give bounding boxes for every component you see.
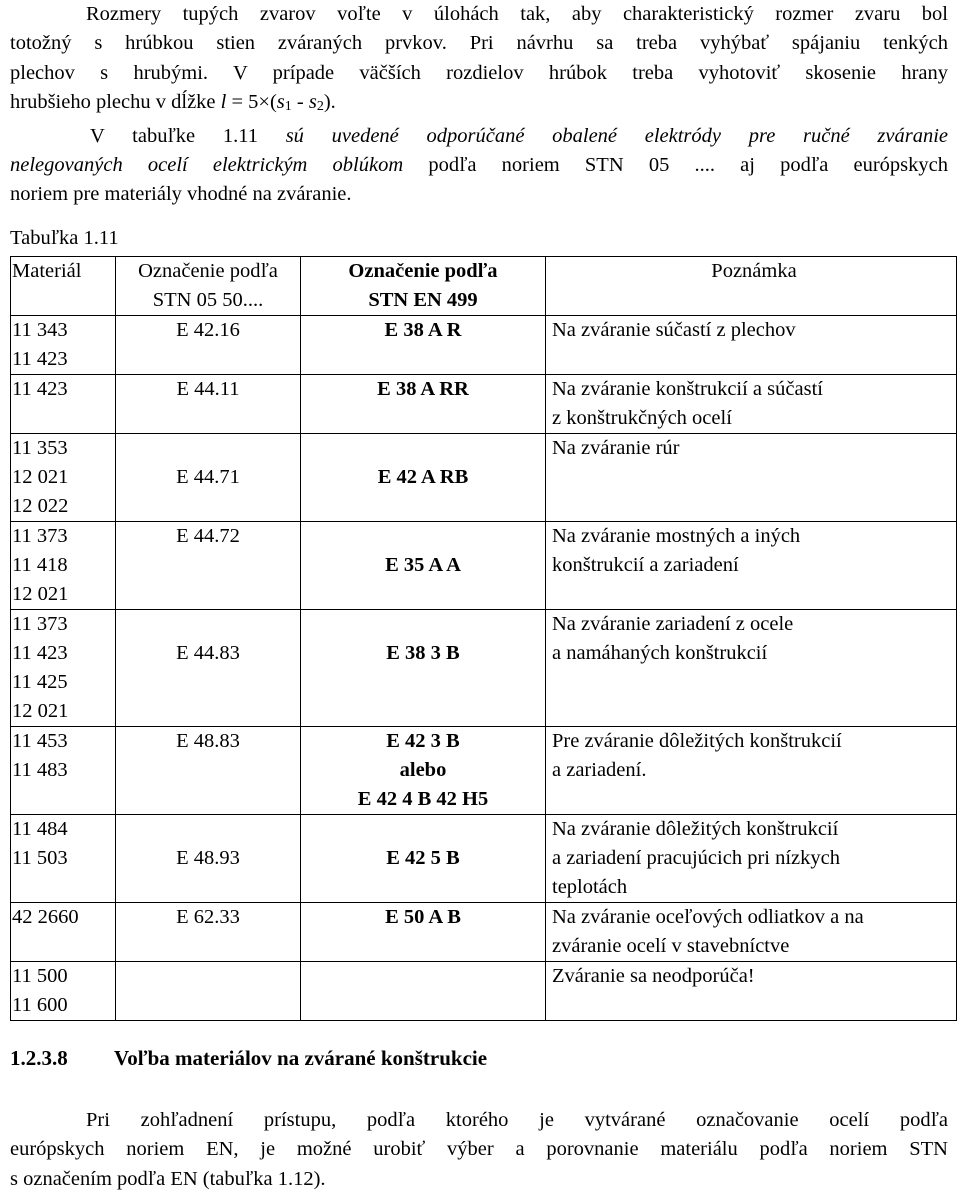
note-cell (546, 727, 957, 815)
cell-line (552, 492, 956, 521)
material-cell (11, 610, 116, 727)
stn-cell (116, 434, 301, 522)
cell-line (116, 991, 300, 1020)
intro-line: V tabuľke 1.11 sú uvedené odporúčané obalené elektródy pre ručné zváranie (90, 124, 949, 147)
note-cell (546, 962, 957, 1021)
outro-line: Pri zohľadnení prístupu, podľa ktorého je vytvárané označovanie ocelí podľa (86, 1109, 948, 1131)
cell-line: 11 373 (12, 525, 68, 547)
cell-line (552, 580, 956, 609)
cell-line: Na zváranie zariadení z ocele (552, 613, 794, 635)
cell-line (301, 932, 545, 961)
var-l: l (220, 91, 227, 114)
cell-line (116, 610, 300, 639)
cell-line: Zváranie sa neodporúča! (552, 965, 755, 987)
intro-line-formula: hrubšieho plechu v dĺžke l = 5×(s1 - s2). (10, 91, 336, 115)
cell-line: 11 418 (12, 554, 68, 576)
table-header-row (11, 257, 957, 316)
cell-line: E 42 4 B 42 H5 (357, 788, 489, 810)
en-cell (301, 375, 546, 434)
note-cell (546, 434, 957, 522)
header-en: Označenie podľa STN EN 499 (301, 257, 546, 316)
intro-line: Rozmery tupých zvarov voľte v úlohách tak, aby charakteristický rozmer zvaru bol (86, 3, 948, 25)
cell-line: E 44.72 (176, 525, 240, 547)
cell-line: 11 483 (12, 759, 68, 781)
cell-line: 42 2660 (12, 906, 79, 928)
cell-line: Na zváranie rúr (552, 437, 680, 459)
en-cell (301, 316, 546, 375)
cell-line: alebo (399, 759, 447, 781)
cell-line (301, 697, 545, 726)
cell-line (552, 991, 956, 1020)
cell-line (301, 962, 545, 991)
cell-line (12, 404, 115, 433)
cell-line (116, 785, 300, 814)
note-cell (546, 903, 957, 962)
cell-line (116, 873, 300, 902)
cell-line (301, 492, 545, 521)
cell-line (301, 345, 545, 374)
stn-cell (116, 727, 301, 815)
material-cell (11, 815, 116, 903)
cell-line: Pre zváranie dôležitých konštrukcií (552, 730, 842, 752)
cell-line: 12 021 (12, 700, 69, 722)
material-cell (11, 434, 116, 522)
cell-line (552, 697, 956, 726)
cell-line: E 35 A A (385, 554, 461, 576)
cell-line: Na zváranie dôležitých konštrukcií (552, 818, 839, 840)
cell-line: 11 425 (12, 671, 68, 693)
cell-line: konštrukcií a zariadení (552, 554, 739, 576)
section-number: 1.2.3.8 (10, 1046, 68, 1070)
cell-line (116, 434, 300, 463)
cell-line (301, 434, 545, 463)
en-cell (301, 610, 546, 727)
cell-line (116, 962, 300, 991)
cell-line: a zariadení pracujúcich pri nízkych (552, 847, 840, 869)
cell-line: E 44.83 (176, 642, 240, 664)
cell-line (116, 404, 300, 433)
cell-line (116, 756, 300, 785)
cell-line: E 44.11 (176, 378, 240, 400)
table-row (11, 375, 957, 434)
intro-paragraph (10, 0, 948, 210)
material-cell (11, 903, 116, 962)
stn-cell (116, 815, 301, 903)
cell-line (116, 815, 300, 844)
table-row (11, 903, 957, 962)
cell-line (116, 932, 300, 961)
cell-line: 11 453 (12, 730, 68, 752)
cell-line (301, 991, 545, 1020)
table-row (11, 522, 957, 610)
en-cell (301, 522, 546, 610)
cell-line (12, 785, 115, 814)
section-heading (10, 1046, 487, 1071)
cell-line (301, 815, 545, 844)
cell-line: E 38 A R (384, 319, 462, 341)
cell-line: Na zváranie oceľových odliatkov a na (552, 906, 864, 928)
cell-line: 11 500 (12, 965, 68, 987)
en-cell (301, 903, 546, 962)
header-note: Poznámka (546, 257, 957, 316)
en-cell (301, 434, 546, 522)
cell-line: 11 600 (12, 994, 68, 1016)
outro-line: európskych noriem EN, je možné urobiť výber a porovnanie materiálu podľa noriem STN (10, 1138, 948, 1161)
cell-line: 11 484 (12, 818, 68, 840)
intro-line: plechov s hrubými. V prípade väčších rozdielov hrúbok treba vyhotoviť skosenie hrany (10, 61, 948, 84)
cell-line: 11 353 (12, 437, 68, 459)
intro-line: totožný s hrúbkou stien zváraných prvkov. Pri návrhu sa treba vyhýbať spájaniu tenkých (10, 32, 948, 55)
table-row (11, 610, 957, 727)
cell-line: teplotách (552, 876, 628, 898)
cell-line (116, 580, 300, 609)
cell-line: E 42 A RB (377, 466, 469, 488)
cell-line: E 38 3 B (386, 642, 460, 664)
table-row (11, 434, 957, 522)
cell-line: a namáhaných konštrukcií (552, 642, 768, 664)
table-row (11, 815, 957, 903)
cell-line: E 38 A RR (377, 378, 469, 400)
cell-line (116, 697, 300, 726)
cell-line: 11 423 (12, 378, 68, 400)
cell-line (301, 522, 545, 551)
cell-line: Na zváranie súčastí z plechov (552, 319, 796, 341)
stn-cell (116, 610, 301, 727)
material-cell (11, 522, 116, 610)
stn-cell (116, 903, 301, 962)
intro-line: nelegovaných ocelí elektrickým oblúkom podľa noriem STN 05 .... aj podľa európskych (10, 154, 949, 177)
cell-line (301, 668, 545, 697)
note-cell (546, 522, 957, 610)
section-title: Voľba materiálov na zvárané konštrukcie (114, 1046, 488, 1070)
cell-line: 12 021 (12, 583, 69, 605)
outro-line: s označením podľa EN (tabuľka 1.12). (10, 1167, 326, 1190)
cell-line: z konštrukčných ocelí (552, 407, 732, 429)
note-cell (546, 316, 957, 375)
table-row (11, 727, 957, 815)
note-cell (546, 375, 957, 434)
stn-cell (116, 316, 301, 375)
cell-line: E 42 3 B (386, 730, 460, 752)
cell-line (301, 873, 545, 902)
cell-line: 11 423 (12, 348, 68, 370)
cell-line: E 42 5 B (386, 847, 460, 869)
stn-cell (116, 522, 301, 610)
cell-line: Na zváranie mostných a iných (552, 525, 801, 547)
en-cell (301, 727, 546, 815)
material-cell (11, 316, 116, 375)
cell-line: 11 503 (12, 847, 68, 869)
cell-line (301, 404, 545, 433)
cell-line (552, 668, 956, 697)
material-cell (11, 375, 116, 434)
cell-line: 12 022 (12, 495, 69, 517)
stn-cell (116, 375, 301, 434)
cell-line (116, 668, 300, 697)
cell-line: 12 021 (12, 466, 69, 488)
cell-line: zváranie ocelí v stavebníctve (552, 935, 790, 957)
cell-line: 11 423 (12, 642, 68, 664)
en-cell (301, 815, 546, 903)
cell-line: E 48.83 (176, 730, 240, 752)
cell-line: E 50 A B (385, 906, 461, 928)
cell-line (552, 785, 956, 814)
note-cell (546, 610, 957, 727)
stn-cell (116, 962, 301, 1021)
cell-line: 11 343 (12, 319, 68, 341)
material-cell (11, 962, 116, 1021)
cell-line: E 62.33 (176, 906, 240, 928)
cell-line: 11 373 (12, 613, 68, 635)
cell-line (116, 551, 300, 580)
note-cell (546, 815, 957, 903)
intro-line: noriem pre materiály vhodné na zváranie. (10, 183, 352, 206)
cell-line: E 44.71 (176, 466, 240, 488)
cell-line (552, 463, 956, 492)
table-row (11, 962, 957, 1021)
table-caption: Tabuľka 1.11 (10, 227, 119, 249)
cell-line: Na zváranie konštrukcií a súčastí (552, 378, 823, 400)
cell-line: E 48.93 (176, 847, 240, 869)
material-cell (11, 727, 116, 815)
header-stn: Označenie podľa STN 05 50.... (116, 257, 301, 316)
cell-line (12, 932, 115, 961)
outro-paragraph (10, 1106, 948, 1194)
cell-line (12, 873, 115, 902)
cell-line (552, 345, 956, 374)
cell-line (301, 580, 545, 609)
electrode-table (10, 256, 957, 1021)
cell-line: a zariadení. (552, 759, 647, 781)
cell-line (301, 610, 545, 639)
en-cell (301, 962, 546, 1021)
cell-line (116, 345, 300, 374)
cell-line: E 42.16 (176, 319, 240, 341)
cell-line (116, 492, 300, 521)
table-row (11, 316, 957, 375)
header-material: Materiál (11, 257, 116, 316)
